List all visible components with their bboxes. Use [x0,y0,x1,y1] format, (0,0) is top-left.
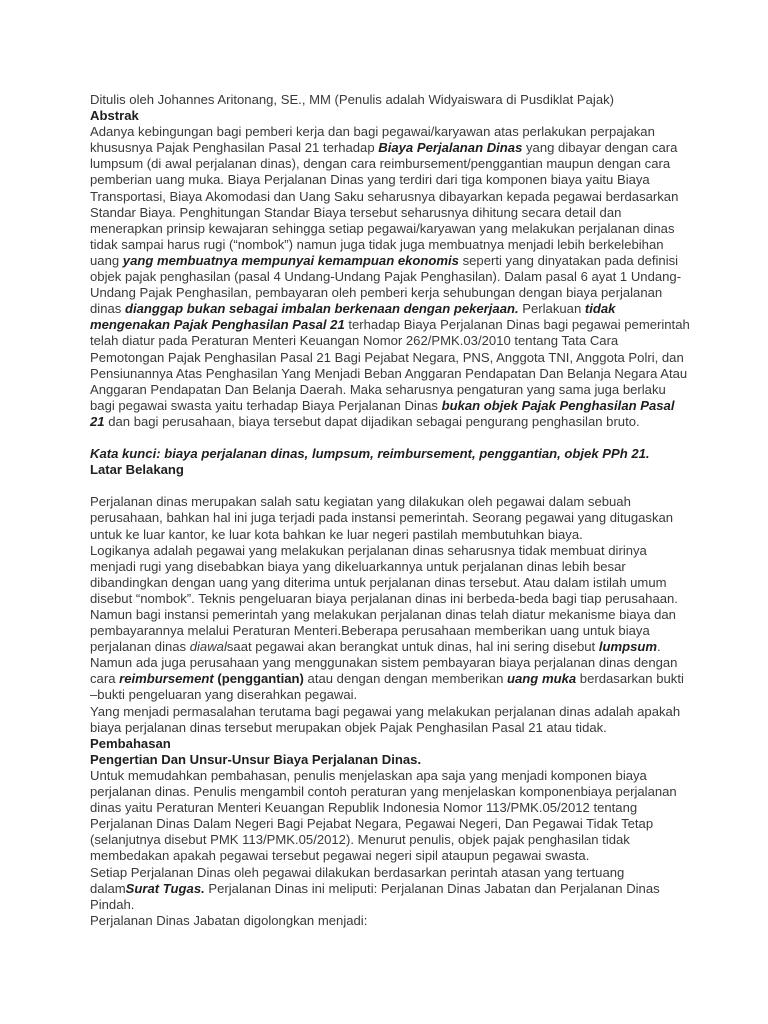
abstract-emphasis: tidak mengenakan Pajak Penghasilan Pasal 21 [90,301,616,333]
article [90,92,690,929]
abstract-paragraph [90,124,690,430]
abstract-text: terhadap Biaya Perjalanan Dinas bagi pegawai pemerintah telah diatur pada Peraturan Menteri Keuangan Nomor 262/PMK.03/2010 tentang Tata Cara Pemotongan Pajak Penghasilan Pasal 21 Bagi Pejabat Negara, PNS, Anggota TNI, Anggota Polri, dan Pensiunannya Atas Penghasilan Yang Menjadi Beban Anggaran Pendapatan Dan Belanja Negara Atau Anggaran Pendapatan Dan Belanja Daerah. Maka seharusnya pengaturan yang sama juga berlaku bagi pegawai swasta yaitu terhadap Biaya Perjalanan Dinas [90,317,690,413]
abstract-emphasis: bukan objek Pajak Penghasilan Pasal 21 [90,397,675,429]
background-paragraph: Yang menjadi permasalahan terutama bagi pegawai yang melakukan perjalanan dinas adalah apakah biaya perjalanan dinas tersebut merupakan objek Pajak Penghasilan Pasal 21 atau tidak. [90,703,681,735]
background-emphasis: uang muka [507,671,577,687]
abstract-text: seperti yang dinyatakan pada definisi objek pajak penghasilan (pasal 4 Undang-Undang Pajak Penghasilan). Dalam pasal 6 ayat 1 Undang-Undang Pajak Penghasilan, pembayaran oleh pemberi kerja sehubungan dengan biaya perjalanan dinas [90,252,682,317]
background-text: Logikanya adalah pegawai yang melakukan perjalanan dinas seharusnya tidak membuat dirinya menjadi rugi yang disebabkan biaya yang dikeluarkannya untuk perjalanan dinas lebih besar dibandingkan dengan uang yang diterima untuk perjalanan dinas tersebut. Atau dalam istilah umum disebut “nombok”. Teknis pengeluaran biaya perjalanan dinas ini berbeda-beda bagi tiap perusahaan. Namun bagi instansi pemerintah yang melakukan perjalanan dinas telah diatur mekanisme biaya dan pembayarannya melalui Peraturan Menteri.Beberapa perusahaan memberikan uang untuk biaya perjalanan dinas [90,542,678,655]
background-emphasis: lumpsum [598,639,658,655]
abstract-heading: Abstrak [90,108,139,124]
background-emphasis: reimbursement [119,671,214,687]
discussion-text: Perjalanan Dinas ini meliputi: Perjalanan Dinas Jabatan dan Perjalanan Dinas Pindah. [90,880,660,912]
abstract-text: Perlakuan [518,301,585,317]
abstract-emphasis: dianggap bukan sebagai imbalan berkenaan dengan pekerjaan. [124,301,519,317]
paragraph-spacer [90,478,690,494]
abstract-text: yang dibayar dengan cara lumpsum (di awal perjalanan dinas), dengan cara reimbursement/penggantian maupun dengan cara pemberian uang muka. Biaya Perjalanan Dinas yang terdiri dari tiga komponen biaya yaitu Biaya Transportasi, Biaya Akomodasi dan Uang Saku seharusnya dibayarkan kepada pegawai berdasarkan Standar Biaya. Penghitungan Standar Biaya tersebut seharusnya dihitung secara detail dan menerapkan prinsip kewajaran sehingga setiap pegawai/karyawan yang melakukan perjalanan dinas tidak sampai harus rugi (“nombok”) namun juga tidak juga membuatnya menjadi lebih berkelebihan uang [90,140,679,268]
keywords: Kata kunci: biaya perjalanan dinas, lumpsum, reimbursement, penggantian, objek PPh 21. [90,446,650,462]
byline: Ditulis oleh Johannes Aritonang, SE., MM (Penulis adalah Widyaiswara di Pusdiklat Pajak) [90,92,615,107]
abstract-emphasis: yang membuatnya mempunyai kemampuan ekonomis [122,252,459,268]
background-paragraph: Perjalanan dinas merupakan salah satu kegiatan yang dilakukan oleh pegawai dalam sebuah perusahaan, bahkan hal ini juga terjadi pada instansi pemerintah. Seorang pegawai yang ditugaskan untuk ke luar kantor, ke luar kota bahkan ke luar negeri pastilah membutuhkan biaya. [90,494,674,542]
abstract-text: Adanya kebingungan bagi pemberi kerja dan bagi pegawai/karyawan atas perlakukan perpajakan khususnya Pajak Penghasilan Pasal 21 terhadap [90,124,655,156]
discussion-paragraph [90,865,690,913]
background-italic: diawal [189,639,227,655]
discussion-paragraph: Untuk memudahkan pembahasan, penulis menjelaskan apa saja yang menjadi komponen biaya perjalanan dinas. Penulis mengambil contoh peraturan yang menjelaskan komponenbiaya perjalanan dinas yaitu Peraturan Menteri Keuangan Republik Indonesia Nomor 113/PMK.05/2012 tentang Perjalanan Dinas Dalam Negeri Bagi Pejabat Negara, Pegawai Negeri, Dan Pegawai Tidak Tetap (selanjutnya disebut PMK 113/PMK.05/2012). Menurut penulis, objek pajak penghasilan tidak membedakan apakah pegawai tersebut pegawai negeri sipil ataupun pegawai swasta. [90,767,677,864]
discussion-subheading: Pengertian Dan Unsur-Unsur Biaya Perjalanan Dinas. [90,751,422,767]
background-text: atau dengan dengan memberikan [303,671,508,687]
abstract-emphasis: Biaya Perjalanan Dinas [378,140,523,156]
paragraph-spacer [90,430,690,446]
discussion-heading: Pembahasan [90,735,171,751]
background-bold: (penggantian) [213,671,304,687]
discussion-text: Setiap Perjalanan Dinas oleh pegawai dilakukan berdasarkan perintah atasan yang tertuang dalam [90,864,625,896]
background-text: berdasarkan bukti –bukti pengeluaran yang diserahkan pegawai. [90,671,684,703]
background-text: saat pegawai akan berangkat untuk dinas, hal ini sering disebut [226,639,599,655]
discussion-emphasis: Surat Tugas. [125,880,205,896]
abstract-text: dan bagi perusahaan, biaya tersebut dapat dijadikan sebagai pengurang penghasilan bruto. [104,413,640,429]
discussion-paragraph: Perjalanan Dinas Jabatan digolongkan menjadi: [90,912,368,928]
background-paragraph [90,543,690,704]
background-text: . Namun ada juga perusahaan yang menggunakan sistem pembayaran biaya perjalanan dinas dengan cara [90,639,678,687]
background-heading: Latar Belakang [90,462,184,478]
